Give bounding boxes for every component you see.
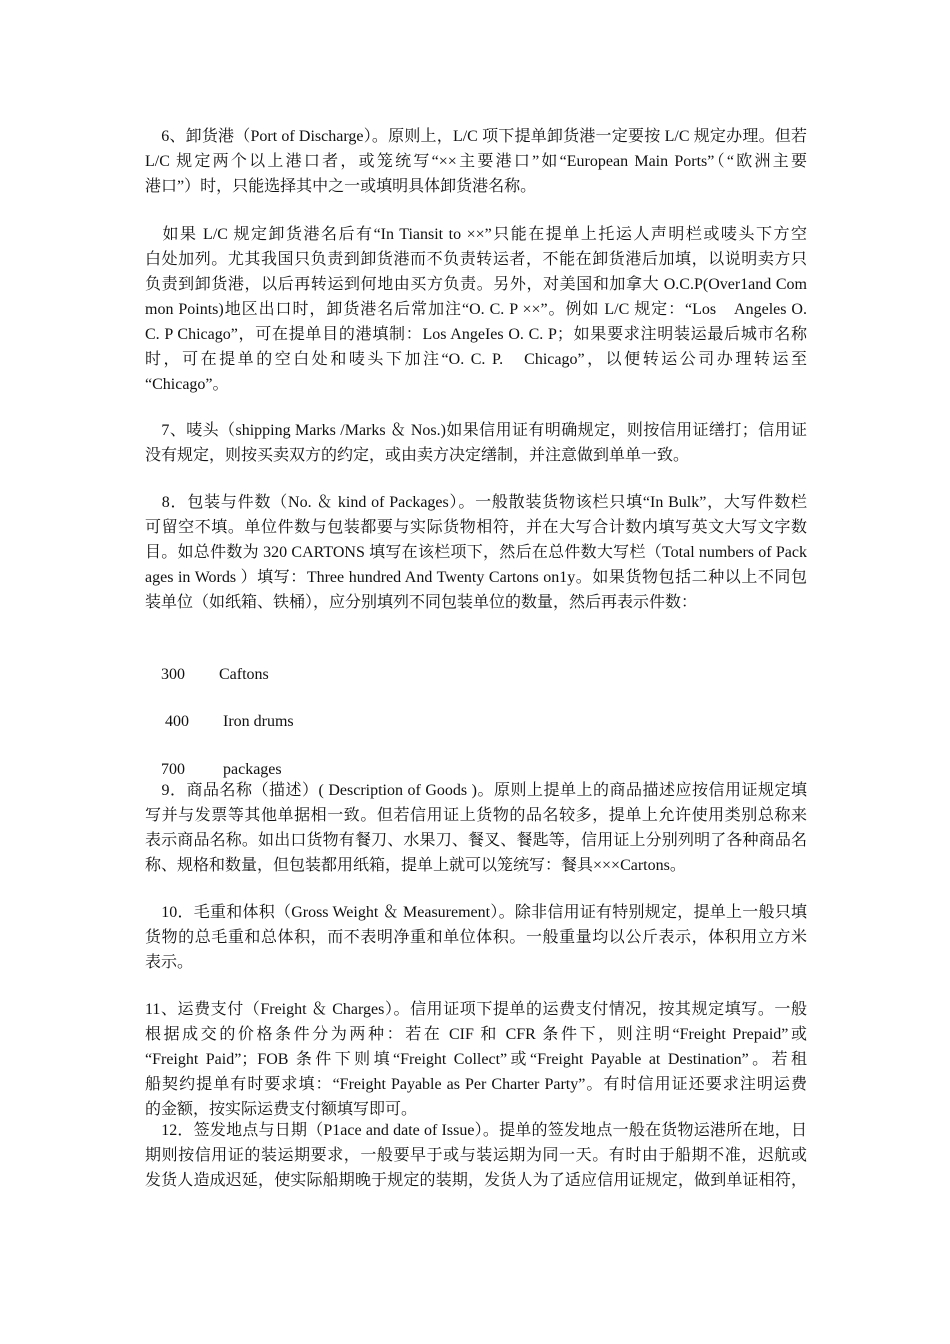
text-line: 目。如总件数为 320 CARTONS 填写在该栏项下，然后在总件数大写栏（Total numbers of Pack	[145, 544, 807, 561]
package-unit: packages	[223, 761, 282, 778]
text-line: 10．毛重和体积（Gross Weight ＆ Measurement）。除非信用证有特别规定，提单上一般只填	[145, 904, 807, 921]
text-line: 发货人造成迟延，使实际船期晚于规定的装期，发货人为了适应信用证规定，做到单证相符，	[145, 1172, 807, 1189]
text-line: 船契约提单有时要求填：“Freight Payable as Per Charter Party”。有时信用证还要求注明运费	[145, 1076, 807, 1093]
text-line: 12．签发地点与日期（P1ace and date of Issue）。提单的签发地点一般在货物运港所在地，日	[145, 1122, 807, 1139]
package-qty: 400	[165, 713, 189, 730]
text-line: 8．包装与件数（No. ＆ kind of Packages）。一般散装货物该栏只填“In Bulk”，大写件数栏	[145, 494, 807, 511]
text-line: 表示。	[145, 954, 194, 971]
text-line: 6、卸货港（Port of Discharge）。原则上，L/C 项下提单卸货港一定要按 L/C 规定办理。但若	[145, 128, 807, 145]
text-line: 如果 L/C 规定卸货港名后有“In Tiansit to ××”只能在提单上托运人声明栏或唛头下方空	[145, 226, 807, 243]
text-line: 写并与发票等其他单据相一致。但若信用证上货物的品名较多，提单上允许使用类别总称来	[145, 807, 807, 824]
paragraph-transit-note	[145, 222, 807, 397]
paragraph-packages	[145, 490, 807, 615]
text-line: 11、运费支付（Freight ＆ Charges）。信用证项下提单的运费支付情况，按其规定填写。一般	[145, 1001, 807, 1018]
text-line: 称、规格和数量，但包装都用纸箱，提单上就可以笼统写：餐具×××Cartons。	[145, 857, 686, 874]
paragraph-place-date-issue	[145, 1118, 807, 1193]
text-line: 货物的总毛重和总体积，而不表明净重和单位体积。一般重量均以公斤表示，体积用立方米	[145, 929, 807, 946]
paragraph-description	[145, 778, 807, 878]
package-qty: 300	[161, 666, 185, 683]
text-line: ages in Words ）填写：Three hundred And Twenty Cartons on1y。如果货物包括二种以上不同包	[145, 569, 807, 586]
package-unit: Iron drums	[223, 713, 294, 730]
text-line: C. P Chicago”，可在提单目的港填制：Los AngeIes O. C. P；如果要求注明装运最后城市名称	[145, 326, 807, 343]
text-line: 7、唛头（shipping Marks /Marks ＆ Nos.)如果信用证有明确规定，则按信用证缮打；信用证	[145, 422, 807, 439]
text-line: 负责到卸货港，以后再转运到何地由买方负责。另外，对美国和加拿大 O.C.P(Over1and Com	[145, 276, 807, 293]
text-line: mon Points)地区出口时，卸货港名后常加注“O. C. P ××”。例如 L/C 规定：“Los Angeles O.	[145, 301, 807, 318]
text-line: “Chicago”。	[145, 376, 229, 393]
text-line: 没有规定，则按买卖双方的约定，或由卖方决定缮制，并注意做到单单一致。	[145, 447, 690, 464]
paragraph-shipping-marks	[145, 418, 807, 468]
text-line: L/C 规定两个以上港口者，或笼统写“××主要港口”如“European Main Ports”（“欧洲主要	[145, 153, 807, 170]
text-line: 9．商品名称（描述）( Description of Goods )。原则上提单上的商品描述应按信用证规定填	[145, 782, 807, 799]
text-line: 白处加列。尤其我国只负责到卸货港而不负责转运者，不能在卸货港后加填，以说明卖方只	[145, 251, 807, 268]
text-line: 港口”）时，只能选择其中之一或填明具体卸货港名称。	[145, 178, 537, 195]
text-line: “Freight Paid”；FOB 条件下则填“Freight Collect”或“Freight Payable at Destination”。若租	[145, 1051, 807, 1068]
package-qty: 700	[161, 761, 185, 778]
text-line: 时，可在提单的空白处和唛头下加注“O. C. P. Chicago”，以便转运公司办理转运至	[145, 351, 807, 368]
text-line: 装单位（如纸箱、铁桶），应分别填列不同包装单位的数量，然后再表示件数：	[145, 594, 698, 611]
paragraph-freight	[145, 997, 807, 1122]
paragraph-weight-measurement	[145, 900, 807, 975]
package-unit: Caftons	[219, 666, 269, 683]
text-line: 的金额，按实际运费支付额填写即可。	[145, 1101, 418, 1118]
text-line: 根据成交的价格条件分为两种：若在 CIF 和 CFR 条件下，则注明“Freight Prepaid”或	[145, 1026, 807, 1043]
text-line: 可留空不填。单位件数与包装都要与实际货物相符，并在大写合计数内填写英文大写文字数	[145, 519, 807, 536]
text-line: 表示商品名称。如出口货物有餐刀、水果刀、餐叉、餐匙等，信用证上分别列明了各种商品名	[145, 832, 807, 849]
paragraph-port-of-discharge	[145, 124, 807, 199]
text-line: 期则按信用证的装运期要求，一般要早于或与装运期为同一天。有时由于船期不准，迟航或	[145, 1147, 807, 1164]
